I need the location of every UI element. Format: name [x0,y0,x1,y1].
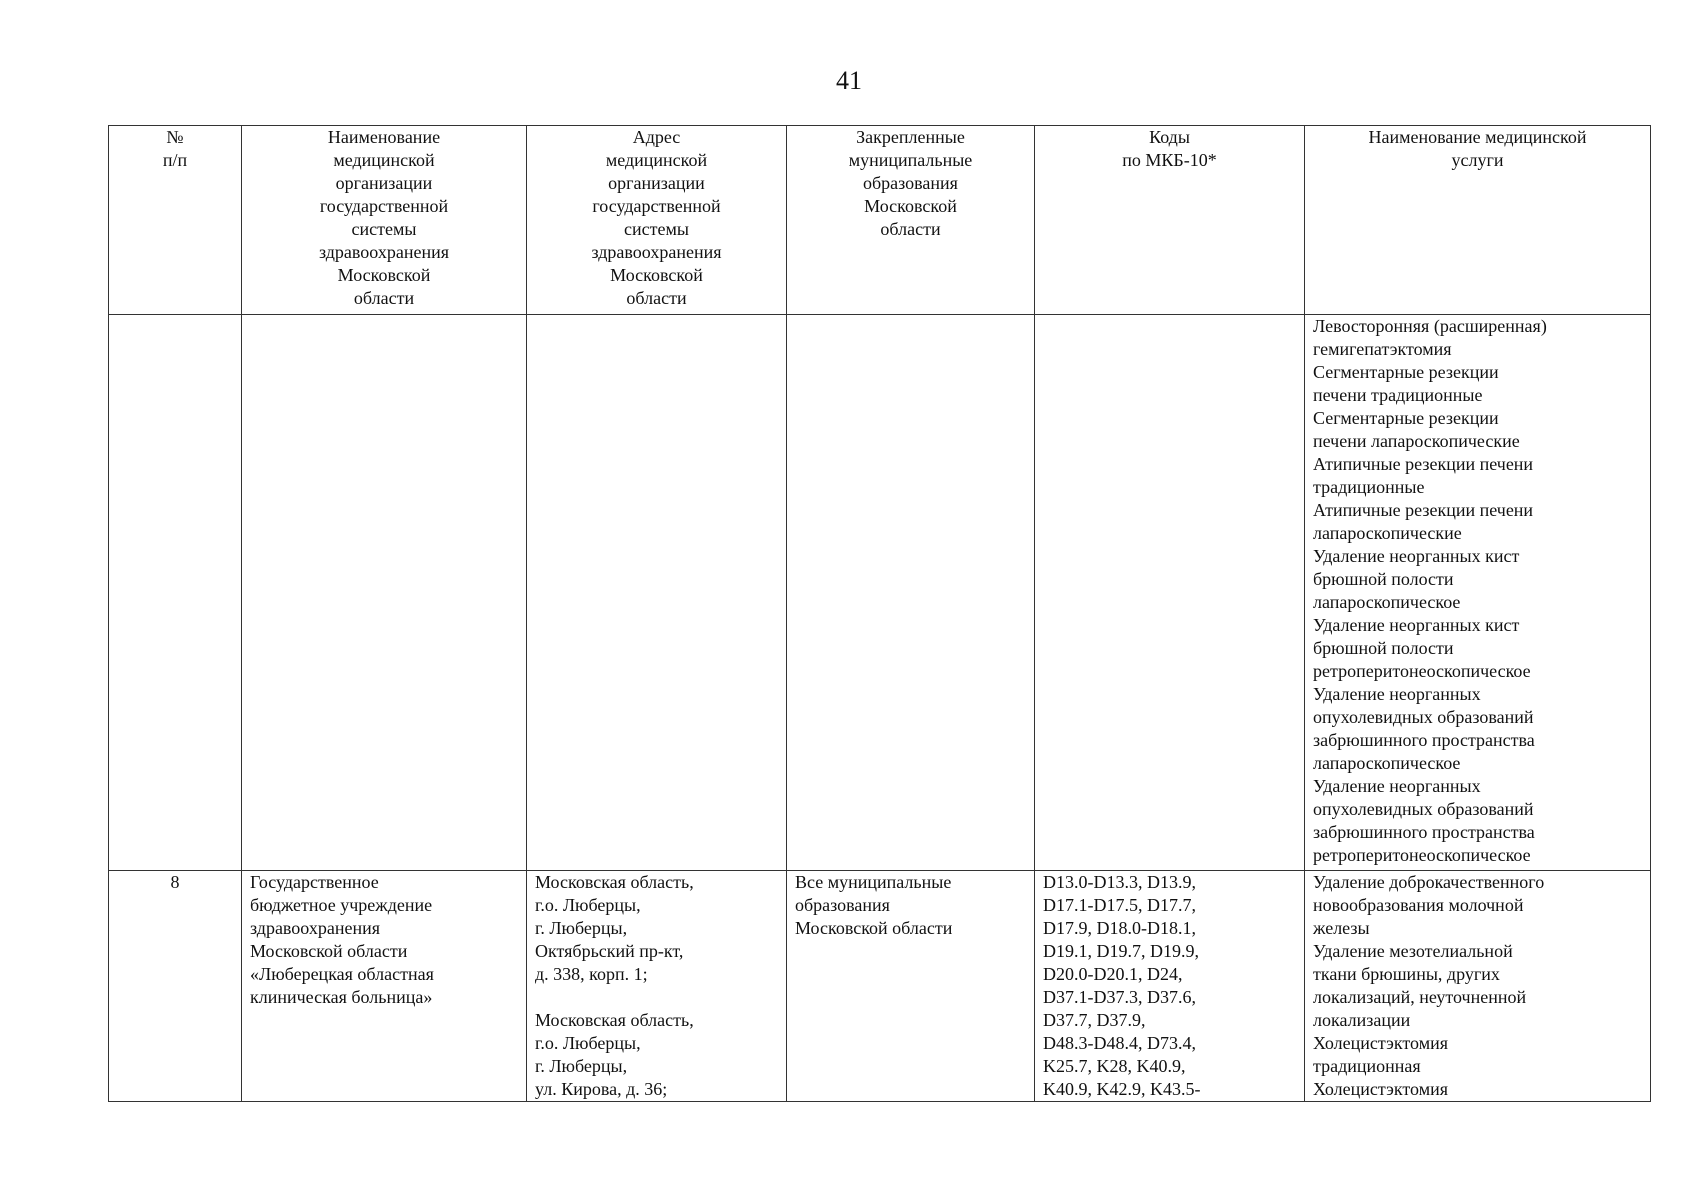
header-organization [242,126,527,315]
text-line: д. 338, корп. 1; [535,964,648,984]
text-line: образования [795,895,890,915]
text-line: Удаление неорганных [1313,776,1481,796]
text-line: г.о. Люберцы, [535,1033,641,1053]
text-line: Адрес [632,127,681,147]
text-line: муниципальные [848,150,973,170]
text-line: опухолевидных образований [1313,799,1534,819]
text-line: забрюшинного пространства [1313,730,1535,750]
table-row-continuation [109,315,1651,871]
text-line: государственной [592,196,721,216]
text-line: забрюшинного пространства [1313,822,1535,842]
text-line: D19.1, D19.7, D19.9, [1043,941,1199,961]
text-line: новообразования молочной [1313,895,1524,915]
text-line: Сегментарные резекции [1313,408,1499,428]
text-line: ул. Кирова, д. 36; [535,1079,668,1099]
text-line: здравоохранения [250,918,381,938]
text-line: опухолевидных образований [1313,707,1534,727]
text-line: Московская область, [535,1010,694,1030]
text-line: лапароскопическое [1313,592,1461,612]
text-line: медицинской [333,150,435,170]
text-line: K40.9, K42.9, K43.5- [1043,1079,1201,1099]
text-line: локализаций, неуточненной [1313,987,1527,1007]
text-line: образования [863,173,958,193]
page-number: 41 [836,66,862,95]
text-line: услуги [1451,150,1504,170]
text-line: Закрепленные [856,127,965,147]
text-line: D37.7, D37.9, [1043,1010,1146,1030]
text-line: традиционные [1313,477,1425,497]
text-line: г. Люберцы, [535,1056,628,1076]
text-line: Все муниципальные [795,872,952,892]
cell-codes [1035,871,1305,1102]
text-line: медицинской [605,150,708,170]
text-line: организации [335,173,433,193]
cell-organization [242,871,527,1102]
text-line: D17.1-D17.5, D17.7, [1043,895,1196,915]
text-line: лапароскопические [1313,523,1462,543]
text-line: области [353,288,415,308]
table-header-row [109,126,1651,315]
text-line: государственной [319,196,449,216]
text-line: Удаление неорганных кист [1313,546,1520,566]
text-line: Московской [864,196,957,216]
text-line: печени традиционные [1313,385,1483,405]
text-line: области [626,288,687,308]
header-address [527,126,787,315]
header-number [109,126,242,315]
header-service [1305,126,1651,315]
text-line: Удаление мезотелиальной [1313,941,1513,961]
cell-continuation-services [1305,315,1651,871]
text-line: Левосторонняя (расширенная) [1313,316,1547,336]
header-codes [1035,126,1305,315]
header-municipalities [787,126,1035,315]
text-line: Московской области [250,941,408,961]
text-line: г.о. Люберцы, [535,895,641,915]
text-line: D48.3-D48.4, D73.4, [1043,1033,1196,1053]
text-line: Московской [337,265,431,285]
text-line: бюджетное учреждение [250,895,433,915]
table-row-8 [109,871,1651,1102]
text-line: D20.0-D20.1, D24, [1043,964,1183,984]
cell-empty [1035,315,1305,871]
text-line: Октябрьский пр-кт, [535,941,684,961]
text-line: Государственное [250,872,379,892]
text-line: Московской [610,265,703,285]
text-line: K25.7, K28, K40.9, [1043,1056,1186,1076]
text-line: брюшной полости [1313,569,1454,589]
cell-empty [109,315,242,871]
text-line: Атипичные резекции печени [1313,500,1534,520]
cell-municipalities [787,871,1035,1102]
text-line: D37.1-D37.3, D37.6, [1043,987,1196,1007]
text-line: Московская область, [535,872,694,892]
text-line: гемигепатэктомия [1313,339,1452,359]
cell-empty [787,315,1035,871]
text-line: брюшной полости [1313,638,1454,658]
text-line: по МКБ-10* [1122,150,1217,170]
text-line: Наименование медицинской [1368,127,1587,147]
text-line: № [166,127,184,147]
cell-empty [527,315,787,871]
text-line: клиническая больница» [250,987,433,1007]
text-line: ткани брюшины, других [1313,964,1500,984]
text-line: «Люберецкая областная [250,964,434,984]
text-line: Атипичные резекции печени [1313,454,1534,474]
text-line: Удаление неорганных кист [1313,615,1520,635]
services-table [108,125,1651,1102]
text-line: традиционная [1313,1056,1421,1076]
text-line: организации [608,173,705,193]
text-line: системы [351,219,417,239]
address-1 [535,871,778,986]
text-line: п/п [162,150,188,170]
cell-address [527,871,787,1102]
text-line: здравоохранения [318,242,450,262]
cell-empty [242,315,527,871]
text-line: Наименование [327,127,441,147]
text-line: области [880,219,941,239]
text-line: здравоохранения [591,242,722,262]
text-line: железы [1313,918,1370,938]
text-line: локализации [1313,1010,1411,1030]
text-line: печени лапароскопические [1313,431,1520,451]
address-2 [535,1009,778,1101]
text-line: D13.0-D13.3, D13.9, [1043,872,1196,892]
text-line: Коды [1149,127,1190,147]
text-line: ретроперитонеоскопическое [1313,661,1531,681]
text-line: Московской области [795,918,953,938]
text-line: Удаление неорганных [1313,684,1481,704]
text-line: Сегментарные резекции [1313,362,1499,382]
text-line: Удаление доброкачественного [1313,872,1545,892]
text-line: Холецистэктомия [1313,1079,1448,1099]
cell-number: 8 [109,871,242,1102]
text-line: ретроперитонеоскопическое [1313,845,1531,865]
text-line: системы [624,219,689,239]
text-line: Холецистэктомия [1313,1033,1448,1053]
text-line: г. Люберцы, [535,918,628,938]
text-line: лапароскопическое [1313,753,1461,773]
cell-services [1305,871,1651,1102]
text-line: D17.9, D18.0-D18.1, [1043,918,1196,938]
